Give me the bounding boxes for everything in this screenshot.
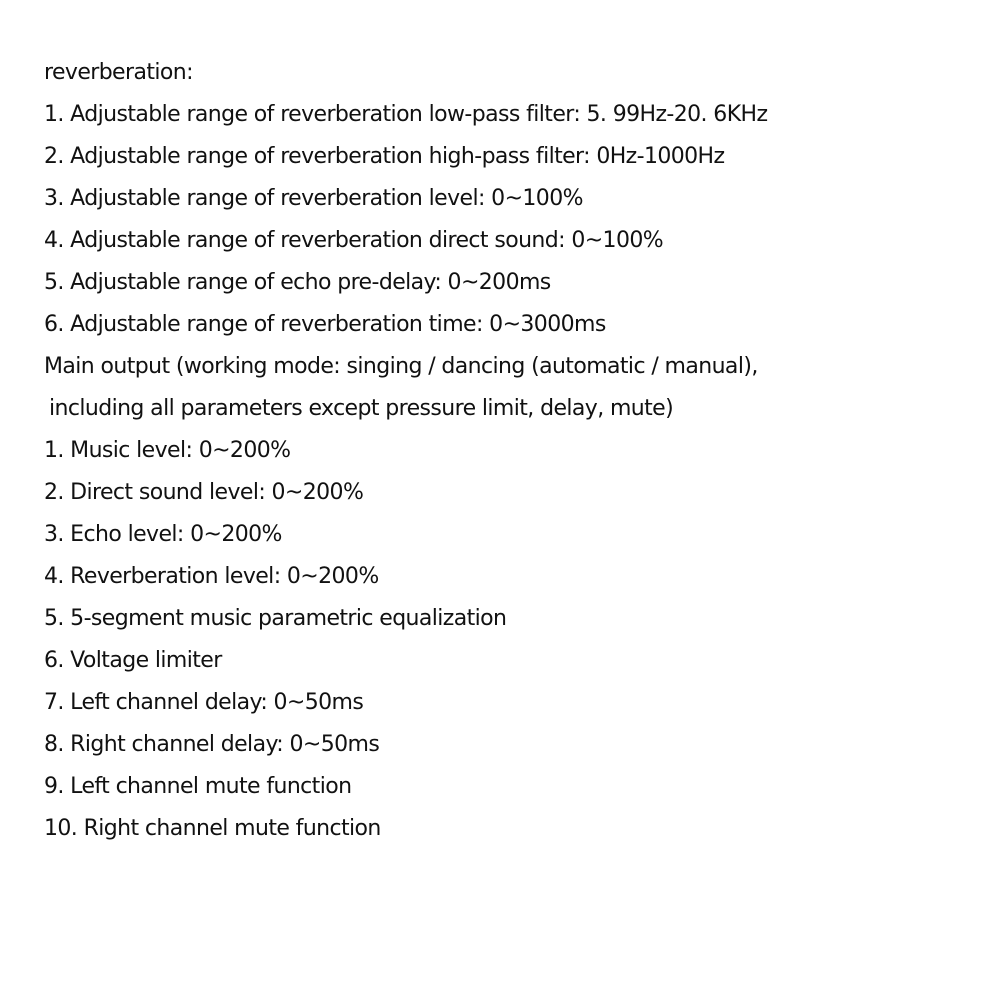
reverb-item: 4. Adjustable range of reverberation direct sound: 0~100% <box>44 228 664 253</box>
main-output-item: 3. Echo level: 0~200% <box>44 522 282 547</box>
reverb-item: 5. Adjustable range of echo pre-delay: 0~200ms <box>44 270 551 295</box>
main-output-heading: Main output (working mode: singing / dancing (automatic / manual), <box>44 354 758 379</box>
main-output-heading-continued: including all parameters except pressure limit, delay, mute) <box>49 396 674 421</box>
main-output-item: 6. Voltage limiter <box>44 648 222 673</box>
main-output-item: 5. 5-segment music parametric equalization <box>44 606 507 631</box>
reverb-item: 1. Adjustable range of reverberation low-pass filter: 5. 99Hz-20. 6KHz <box>44 102 768 127</box>
main-output-item: 8. Right channel delay: 0~50ms <box>44 732 380 757</box>
main-output-item: 9. Left channel mute function <box>44 774 352 799</box>
spec-document <box>44 52 964 850</box>
reverb-item: 6. Adjustable range of reverberation time: 0~3000ms <box>44 312 606 337</box>
main-output-item: 2. Direct sound level: 0~200% <box>44 480 364 505</box>
main-output-item: 1. Music level: 0~200% <box>44 438 291 463</box>
main-output-item: 4. Reverberation level: 0~200% <box>44 564 379 589</box>
main-output-item: 10. Right channel mute function <box>44 816 381 841</box>
main-output-item: 7. Left channel delay: 0~50ms <box>44 690 364 715</box>
reverb-item: 3. Adjustable range of reverberation level: 0~100% <box>44 186 583 211</box>
reverb-heading: reverberation: <box>44 60 193 85</box>
reverb-item: 2. Adjustable range of reverberation high-pass filter: 0Hz-1000Hz <box>44 144 725 169</box>
